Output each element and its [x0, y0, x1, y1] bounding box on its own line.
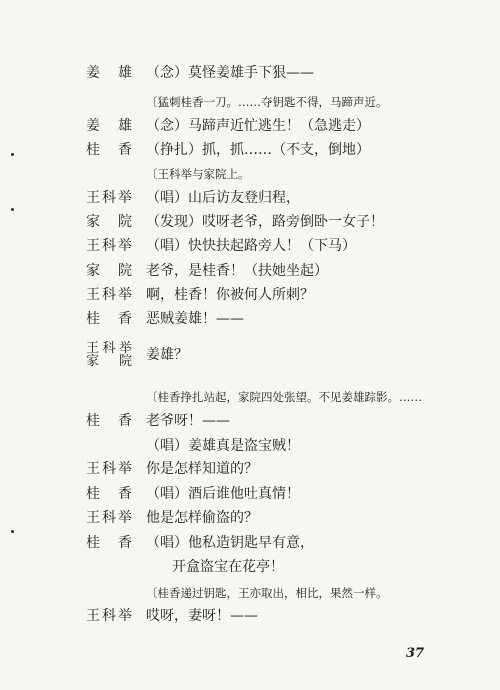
speaker-name: 王科举	[86, 287, 132, 303]
speaker-name: 姜 雄	[86, 118, 132, 134]
stage-direction: 〔猛刺桂香一刀。……夺钥匙不得，马蹄声近。	[146, 95, 388, 109]
speaker-name: 家 院	[86, 263, 132, 279]
dialogue-text: （唱）快快扶起路旁人！（下马）	[146, 238, 356, 254]
stage-direction: 〔王科举与家院上。	[146, 167, 250, 181]
scan-speck	[11, 530, 14, 533]
dialogue-text: 啊，桂香！你被何人所刺？	[146, 287, 314, 303]
stage-direction: 〔桂香挣扎站起，家院四处张望。不见姜雄踪影。……	[146, 390, 422, 404]
speaker-name: 王科举	[86, 190, 132, 206]
speaker-name: 王科举	[86, 461, 132, 477]
dialogue-text: 你是怎样知道的？	[146, 461, 258, 477]
scan-speck	[11, 153, 14, 156]
dialogue-text: （念）莫怪姜雄手下狠——	[146, 65, 314, 81]
speaker-name: 桂 香	[86, 413, 132, 429]
dialogue-text: （唱）酒后谁他吐真情！	[146, 486, 300, 502]
dialogue-text: 他是怎样偷盗的？	[146, 510, 258, 526]
speaker-name: 王科举	[86, 341, 132, 356]
speaker-name: 王科举	[86, 510, 132, 526]
speaker-name: 家 院	[86, 354, 132, 369]
speaker-name: 姜 雄	[86, 65, 132, 81]
dialogue-text: （念）马蹄声近忙逃生！（急逃走）	[146, 118, 370, 134]
dialogue-text: 姜雄？	[146, 347, 188, 363]
speaker-name: 桂 香	[86, 486, 132, 502]
speaker-pair	[86, 342, 132, 368]
stage-direction: 〔桂香递过钥匙，王亦取出，相比，果然一样。	[146, 586, 388, 600]
speaker-name: 家 院	[86, 214, 132, 230]
page-number: 37	[406, 646, 425, 661]
dialogue-text: 恶贼姜雄！——	[146, 311, 244, 327]
dialogue-text: 老爷呀！——	[146, 413, 230, 429]
speaker-name: 王科举	[86, 238, 132, 254]
verse-line: 开盒盗宝在花亭！	[172, 559, 284, 575]
dialogue-text: （唱）他私造钥匙早有意，	[146, 535, 314, 551]
speaker-name: 桂 香	[86, 142, 132, 158]
dialogue-text: （唱）姜雄真是盗宝贼！	[146, 438, 300, 454]
dialogue-text: （挣扎）抓，抓……（不支，倒地）	[146, 142, 370, 158]
dialogue-text: （发现）哎呀老爷，路旁倒卧一女子！	[146, 214, 384, 230]
speaker-name: 王科举	[86, 608, 132, 624]
dialogue-text: （唱）山后访友登归程，	[146, 190, 300, 206]
dialogue-text: 哎呀，妻呀！——	[146, 608, 258, 624]
dialogue-text: 老爷，是桂香！（扶她坐起）	[146, 263, 328, 279]
speaker-name: 桂 香	[86, 311, 132, 327]
scan-speck	[11, 208, 14, 211]
speaker-name: 桂 香	[86, 535, 132, 551]
